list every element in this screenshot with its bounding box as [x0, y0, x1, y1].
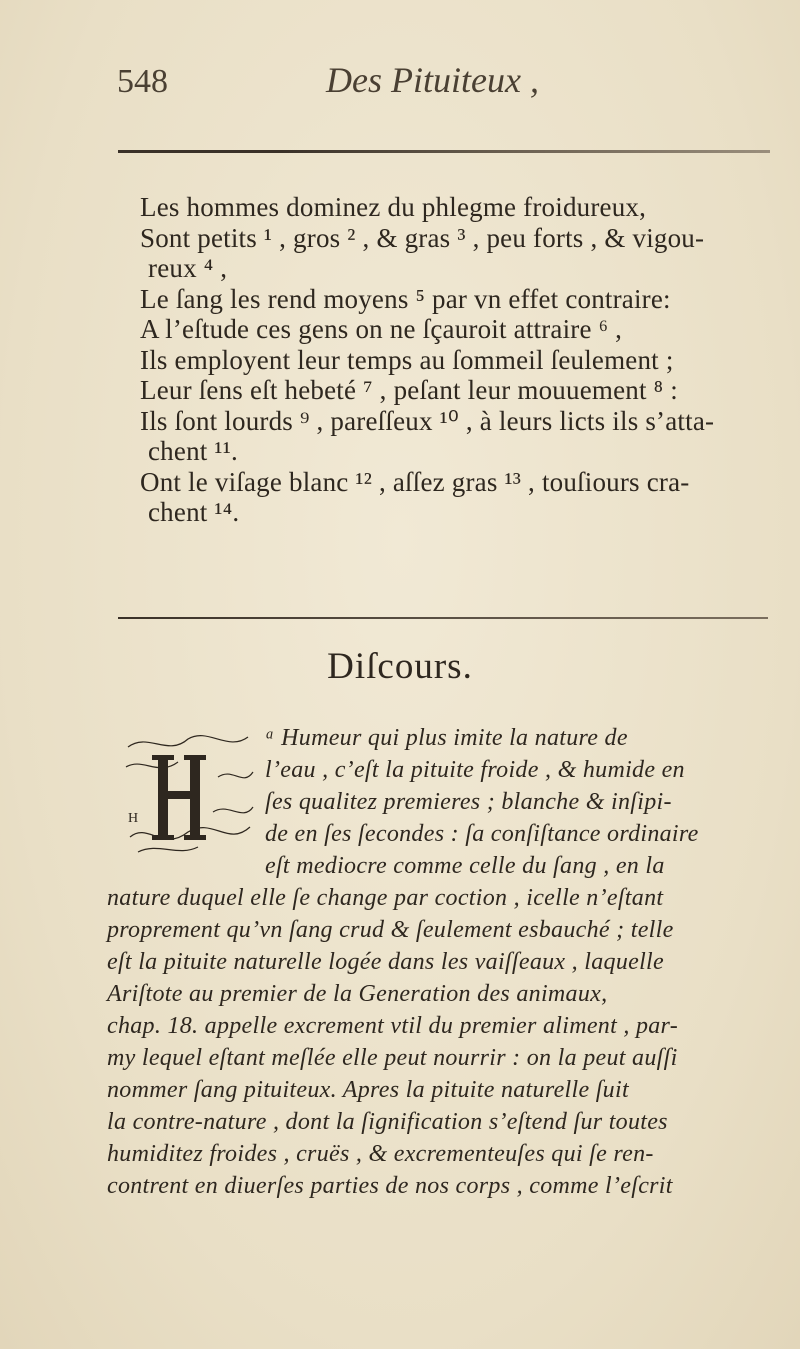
- verse-block: [140, 192, 780, 528]
- prose-line: contrent en diuerſes parties de nos corps , comme l’eſcrit: [107, 1173, 673, 1199]
- verse-line: Le ſang les rend moyens ⁵ par vn effet contraire:: [140, 283, 671, 314]
- verse-line: chent ¹⁴.: [148, 497, 240, 527]
- running-head: Des Pituiteux ,: [326, 60, 539, 100]
- page-header: [0, 55, 800, 105]
- prose-line: ᵃ Humeur qui plus imite la nature de: [265, 725, 628, 751]
- prose-line: ſes qualitez premieres ; blanche & inſipi-: [265, 789, 672, 815]
- prose-line: chap. 18. appelle excrement vtil du premier aliment , par-: [107, 1013, 678, 1039]
- verse-line: Ils employent leur temps au ſommeil ſeulement ;: [140, 344, 674, 375]
- prose-line: nommer ſang pituiteux. Apres la pituite naturelle ſuit: [107, 1077, 629, 1103]
- header-rule: [118, 150, 770, 153]
- section-title: Diſcours.: [327, 646, 473, 687]
- verse-line: Les hommes dominez du phlegme froidureux,: [140, 192, 647, 222]
- verse-line: Leur ſens eſt hebeté ⁷ , peſant leur mouuement ⁸ :: [140, 375, 678, 405]
- section-rule: [118, 617, 768, 619]
- verse-line: chent ¹¹.: [148, 436, 238, 466]
- prose-line: de en ſes ſecondes : ſa conſiſtance ordinaire: [265, 821, 699, 847]
- prose-line: nature duquel elle ſe change par coction , icelle n’eſtant: [107, 885, 664, 911]
- verse-line: reux ⁴ ,: [148, 253, 228, 283]
- prose-line: la contre-nature , dont la ſignification s’eſtend ſur toutes: [107, 1109, 668, 1135]
- prose-line: eſt la pituite naturelle logée dans les vaiſſeaux , laquelle: [107, 949, 664, 975]
- prose-line: l’eau , c’eſt la pituite froide , & humide en: [265, 757, 685, 783]
- prose-line: humiditez froides , cruës , & excrementeuſes qui ſe ren-: [107, 1141, 654, 1167]
- verse-line: Ont le viſage blanc ¹² , aſſez gras ¹³ , touſiours cra-: [140, 466, 690, 497]
- initial-letter: H: [128, 811, 139, 826]
- discourse-text: [107, 722, 797, 1202]
- prose-line: eſt mediocre comme celle du ſang , en la: [265, 853, 665, 879]
- verse-line: Sont petits ¹ , gros ² , & gras ³ , peu forts , & vigou-: [140, 222, 705, 253]
- verse-line: A l’eſtude ces gens on ne ſçauroit attraire ⁶ ,: [140, 314, 623, 344]
- prose-line: proprement qu’vn ſang crud & ſeulement esbauché ; telle: [107, 917, 674, 943]
- page-number: 548: [117, 63, 168, 100]
- prose-line: Ariſtote au premier de la Generation des animaux,: [107, 981, 608, 1007]
- verse-line: Ils ſont lourds ⁹ , pareſſeux ¹⁰ , à leurs licts ils s’atta-: [140, 405, 715, 436]
- prose-line: my lequel eſtant meſlée elle peut nourrir : on la peut auſſi: [107, 1045, 678, 1071]
